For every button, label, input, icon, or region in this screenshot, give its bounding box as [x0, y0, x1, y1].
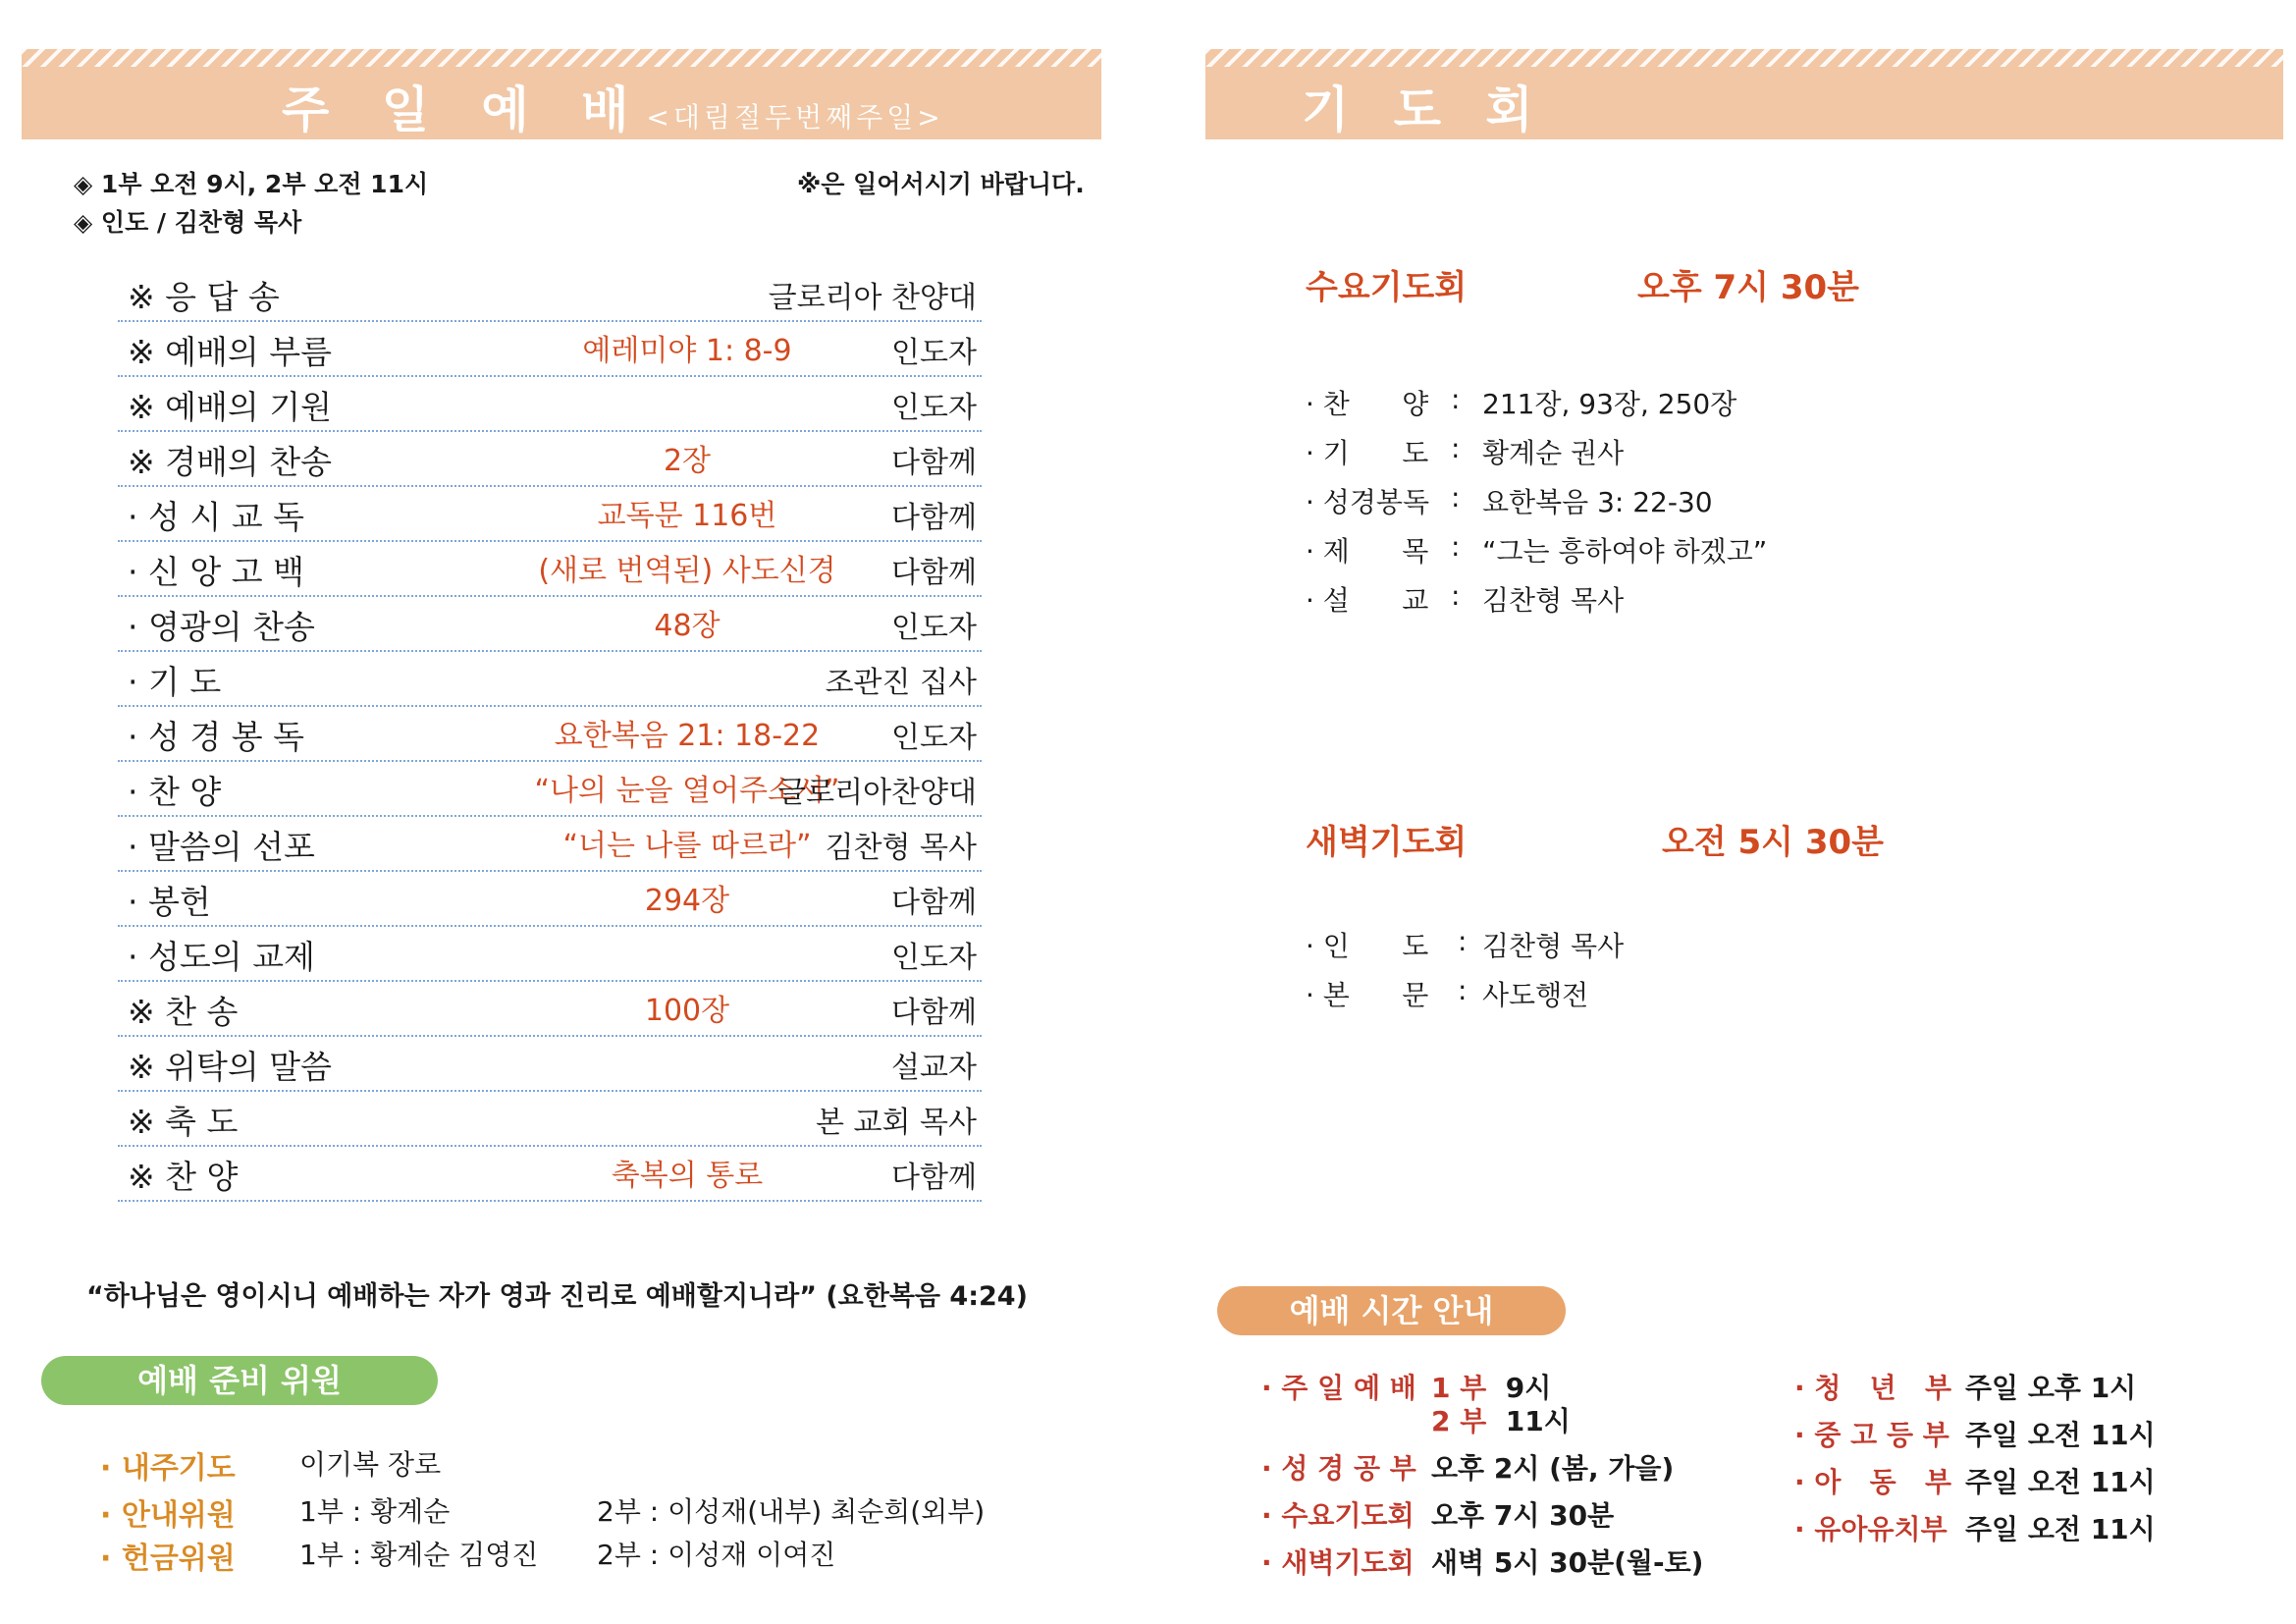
order-item-label: ※ 찬 송 [128, 993, 239, 1031]
order-row [118, 322, 982, 377]
banner-stripes [1205, 49, 2283, 67]
order-row [118, 597, 982, 652]
order-item-label: · 기 도 [128, 663, 222, 701]
committee-role: · 헌금위원 [100, 1542, 236, 1576]
wed-item-key: · 제 목 [1306, 535, 1429, 568]
order-row [118, 707, 982, 762]
committee-part1: 1부 : 황계순 [299, 1495, 451, 1528]
committee-part2: 2부 : 이성재 이여진 [597, 1539, 836, 1571]
order-item-leader: 인도자 [891, 721, 977, 755]
stand-notice: ※은 일어서시기 바랍니다. [797, 170, 1085, 198]
order-item-detail: 교독문 116번 [597, 499, 777, 533]
prayer-title: 기 도 회 [1302, 81, 1547, 138]
order-item-leader: 다함께 [891, 501, 977, 535]
schedule-key: · 아 동 부 [1794, 1466, 1952, 1498]
wed-item-sep: : [1451, 383, 1461, 415]
dawn-item-sep: : [1458, 974, 1468, 1006]
order-item-leader: 김찬형 목사 [825, 831, 977, 865]
schedule-part-time: 11시 [1486, 1405, 1571, 1437]
order-row [118, 982, 982, 1037]
worship-title [282, 71, 944, 141]
order-item-leader: 다함께 [891, 996, 977, 1030]
order-item-label: ※ 찬 양 [128, 1158, 239, 1196]
banner-stripes [22, 49, 1101, 67]
wed-item-value: 211장, 93장, 250장 [1482, 388, 1737, 420]
schedule-key: · 성 경 공 부 [1261, 1452, 1416, 1485]
order-item-detail: 2장 [663, 444, 712, 478]
schedule-value: 주일 오전 11시 [1965, 1419, 2156, 1451]
order-item-label: · 성 시 교 독 [128, 498, 304, 536]
order-row [118, 872, 982, 927]
order-item-label: · 찬 양 [128, 773, 222, 811]
schedule-value: 새벽 5시 30분(월-토) [1431, 1546, 1704, 1579]
order-item-label: ※ 예배의 기원 [128, 388, 333, 426]
wed-item-value: 김찬형 목사 [1482, 584, 1625, 617]
wed-item-sep: : [1451, 530, 1461, 563]
order-row [118, 267, 982, 322]
order-row [118, 377, 982, 432]
order-item-leader: 인도자 [891, 611, 977, 645]
right-banner [1205, 49, 2283, 139]
schedule-key: · 유아유치부 [1794, 1513, 1948, 1545]
committee-part2: 2부 : 이성재(내부) 최순희(외부) [597, 1495, 986, 1528]
left-banner [22, 49, 1101, 139]
worship-title-text: 주 일 예 배 [282, 81, 647, 138]
order-row [118, 1092, 982, 1147]
dawn-item-value: 사도행전 [1482, 979, 1589, 1011]
order-item-label: ※ 축 도 [128, 1103, 239, 1141]
order-item-label: · 봉헌 [128, 883, 211, 921]
schedule-value: 오후 7시 30분 [1431, 1499, 1615, 1532]
order-row [118, 1037, 982, 1092]
wed-item-value: 요한복음 3: 22-30 [1482, 486, 1713, 518]
wed-item-key: · 찬 양 [1306, 388, 1429, 420]
dawn-prayer-time: 오전 5시 30분 [1662, 823, 1885, 862]
dawn-item-key: · 인 도 [1306, 930, 1429, 962]
scripture-verse: “하나님은 영이시니 예배하는 자가 영과 진리로 예배할지니라” (요한복음 4:24) [86, 1281, 1028, 1312]
order-row [118, 927, 982, 982]
dawn-item-key: · 본 문 [1306, 979, 1429, 1011]
order-item-leader: 다함께 [891, 446, 977, 480]
order-item-label: · 말씀의 선포 [128, 828, 315, 866]
order-item-leader: 글로리아 찬양대 [768, 281, 977, 315]
order-row [118, 487, 982, 542]
order-item-detail: (새로 번역된) 사도신경 [538, 554, 836, 588]
order-item-label: ※ 경배의 찬송 [128, 443, 333, 481]
committee-part1: 이기복 장로 [299, 1448, 442, 1481]
dawn-item-value: 김찬형 목사 [1482, 930, 1625, 962]
schedule-value: 주일 오전 11시 [1965, 1513, 2156, 1545]
leader-info: ◈ 인도 / 김찬형 목사 [74, 208, 302, 237]
order-item-leader: 인도자 [891, 336, 977, 370]
wed-prayer-time: 오후 7시 30분 [1637, 268, 1860, 307]
order-item-detail: 294장 [644, 884, 730, 918]
schedule-value: 주일 오전 11시 [1965, 1466, 2156, 1498]
wed-item-value: “그는 흥하여야 하겠고” [1482, 535, 1768, 568]
order-item-label: · 성도의 교제 [128, 938, 315, 976]
order-item-label: · 신 앙 고 백 [128, 553, 304, 591]
order-row [118, 432, 982, 487]
order-item-leader: 설교자 [891, 1051, 977, 1085]
schedule-key: · 중 고 등 부 [1794, 1419, 1949, 1451]
order-item-leader: 다함께 [891, 886, 977, 920]
committee-role: · 안내위원 [100, 1498, 236, 1533]
order-item-detail: “나의 눈을 열어주소서” [534, 774, 840, 808]
schedule-part-time: 9시 [1486, 1372, 1552, 1404]
wed-item-key: · 기 도 [1306, 437, 1429, 469]
wed-prayer-title: 수요기도회 [1306, 268, 1468, 307]
schedule-title: 예배 시간 안내 [1217, 1286, 1566, 1335]
order-item-label: ※ 위탁의 말씀 [128, 1048, 333, 1086]
order-item-detail: 48장 [654, 609, 721, 643]
order-row [118, 762, 982, 817]
order-item-detail: 예레미야 1: 8-9 [582, 334, 792, 368]
wed-item-key: · 성경봉독 [1306, 486, 1429, 518]
order-item-leader: 다함께 [891, 1161, 977, 1195]
wed-item-sep: : [1451, 481, 1461, 514]
committee-role: · 내주기도 [100, 1451, 236, 1486]
schedule-key: · 새벽기도회 [1261, 1546, 1415, 1579]
order-item-detail: “너는 나를 따르라” [562, 829, 812, 863]
schedule-value-2 [1431, 1400, 1571, 1439]
order-item-leader: 글로리아찬양대 [777, 776, 977, 810]
service-times: ◈ 1부 오전 9시, 2부 오전 11시 [74, 170, 429, 198]
order-item-label: ※ 응 답 송 [128, 278, 280, 316]
order-of-worship [118, 267, 982, 1202]
schedule-key: · 수요기도회 [1261, 1499, 1415, 1532]
committee-title: 예배 준비 위원 [41, 1356, 438, 1405]
order-row [118, 542, 982, 597]
schedule-value: 주일 오후 1시 [1965, 1372, 2137, 1404]
order-item-detail: 100장 [644, 994, 730, 1028]
wed-item-key: · 설 교 [1306, 584, 1429, 617]
schedule-key: · 주 일 예 배 [1261, 1372, 1416, 1404]
order-row [118, 817, 982, 872]
dawn-item-sep: : [1458, 925, 1468, 957]
schedule-key: · 청 년 부 [1794, 1372, 1952, 1404]
order-item-leader: 다함께 [891, 556, 977, 590]
worship-subtitle: <대림절두번째주일> [646, 101, 944, 134]
order-item-leader: 조관진 집사 [825, 666, 977, 700]
order-item-detail: 요한복음 21: 18-22 [554, 719, 821, 753]
order-item-detail: 축복의 통로 [611, 1159, 764, 1193]
order-row [118, 652, 982, 707]
order-item-label: ※ 예배의 부름 [128, 333, 333, 371]
schedule-value: 오후 2시 (봄, 가을) [1431, 1452, 1675, 1485]
order-item-label: · 영광의 찬송 [128, 608, 315, 646]
committee-part1: 1부 : 황계순 김영진 [299, 1539, 539, 1571]
wed-item-sep: : [1451, 432, 1461, 464]
order-item-leader: 인도자 [891, 391, 977, 425]
order-item-leader: 본 교회 목사 [816, 1106, 977, 1140]
wed-item-sep: : [1451, 579, 1461, 612]
wed-item-value: 황계순 권사 [1482, 437, 1625, 469]
schedule-part-label: 2 부 [1431, 1405, 1487, 1437]
order-item-leader: 인도자 [891, 941, 977, 975]
order-row [118, 1147, 982, 1202]
schedule-part-label: 1 부 [1431, 1372, 1487, 1404]
order-item-label: · 성 경 봉 독 [128, 718, 304, 756]
dawn-prayer-title: 새벽기도회 [1306, 823, 1468, 862]
